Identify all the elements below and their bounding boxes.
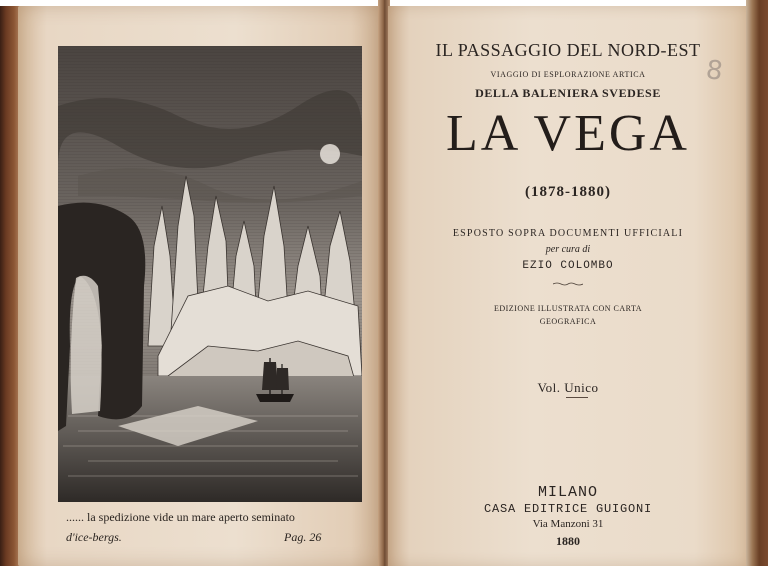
editor-name: EZIO COLOMBO (522, 260, 614, 272)
documentary-basis: ESPOSTO SOPRA DOCUMENTI UFFICIALI (452, 228, 684, 239)
bottom-margin (0, 566, 768, 574)
plate-caption-continuation: d'ice-bergs. (66, 530, 122, 544)
edition-note-line1: EDIZIONE ILLUSTRATA CON CARTA (493, 304, 643, 313)
edition-note-line2: GEOGRAFICA (539, 317, 597, 326)
plate-caption-line1: ...... la spedizione vide un mare aperto seminato (66, 510, 295, 524)
page-edges (746, 0, 768, 574)
book-subtitle-small: VIAGGIO DI ESPLORAZIONE ARTICA (490, 70, 646, 79)
main-title: LA VEGA (446, 105, 690, 162)
publisher-name: CASA EDITRICE GUIGONI (483, 502, 653, 516)
pencil-annotation: 8 (703, 54, 725, 88)
book-subtitle: DELLA BALENIERA SVEDESE (475, 86, 661, 100)
volume-label: Vol. Unico (537, 380, 599, 395)
frontispiece-engraving (58, 46, 362, 502)
publisher-address: Via Manzoni 31 (532, 518, 604, 530)
expedition-years: (1878-1880) (525, 184, 611, 200)
book-title: IL PASSAGGIO DEL NORD-EST (435, 40, 701, 60)
plate-page-reference: Pag. 26 (284, 530, 322, 544)
edited-by-label: per cura di (545, 244, 591, 255)
engraving-moon (320, 144, 340, 164)
plate-caption-line2 (66, 530, 366, 545)
publisher-city: MILANO (537, 484, 598, 501)
ornament-divider (553, 282, 583, 286)
publication-year: 1880 (556, 534, 580, 548)
volume-rule (566, 397, 588, 398)
